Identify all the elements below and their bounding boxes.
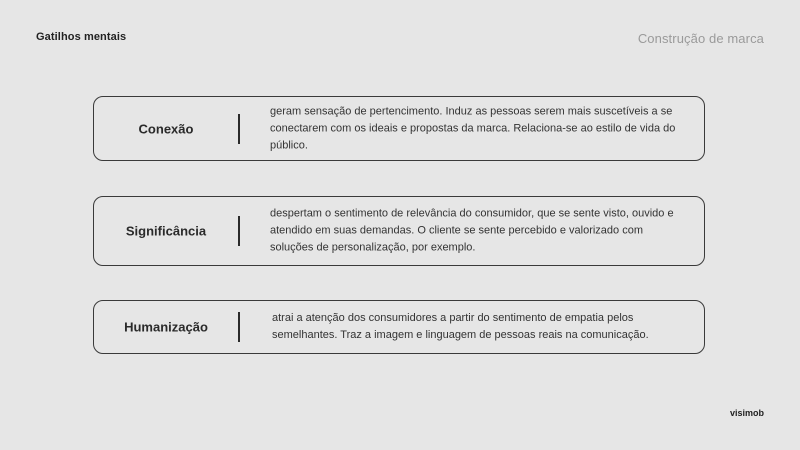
card-divider [238, 114, 240, 144]
card-title: Significância [125, 223, 207, 239]
card-title: Conexão [138, 121, 194, 136]
brand-logo-text: visimob [729, 408, 764, 418]
card-title: Humanização [124, 319, 208, 335]
card-conexao [93, 96, 705, 161]
card-divider [238, 216, 240, 246]
card-description: despertam o sentimento de relevância do consumidor, que se sente visto, ouvido e atendido em suas demandas. O cliente se sente percebido e valorizado com soluções de personalização, por exemplo. [270, 207, 674, 254]
section-title: Construção de marca [637, 31, 764, 46]
card-significancia [93, 196, 705, 266]
card-humanizacao [93, 300, 705, 354]
header-title: Gatilhos mentais [36, 31, 127, 43]
card-description: atrai a atenção dos consumidores a partir do sentimento de empatia pelos semelhantes. Traz a imagem e linguagem de pessoas reais na comunicação. [272, 312, 649, 341]
card-description: geram sensação de pertencimento. Induz as pessoas serem mais suscetíveis a se conectarem com os ideais e propostas da marca. Relaciona-se ao estilo de vida do público. [270, 105, 676, 151]
card-divider [238, 312, 240, 342]
